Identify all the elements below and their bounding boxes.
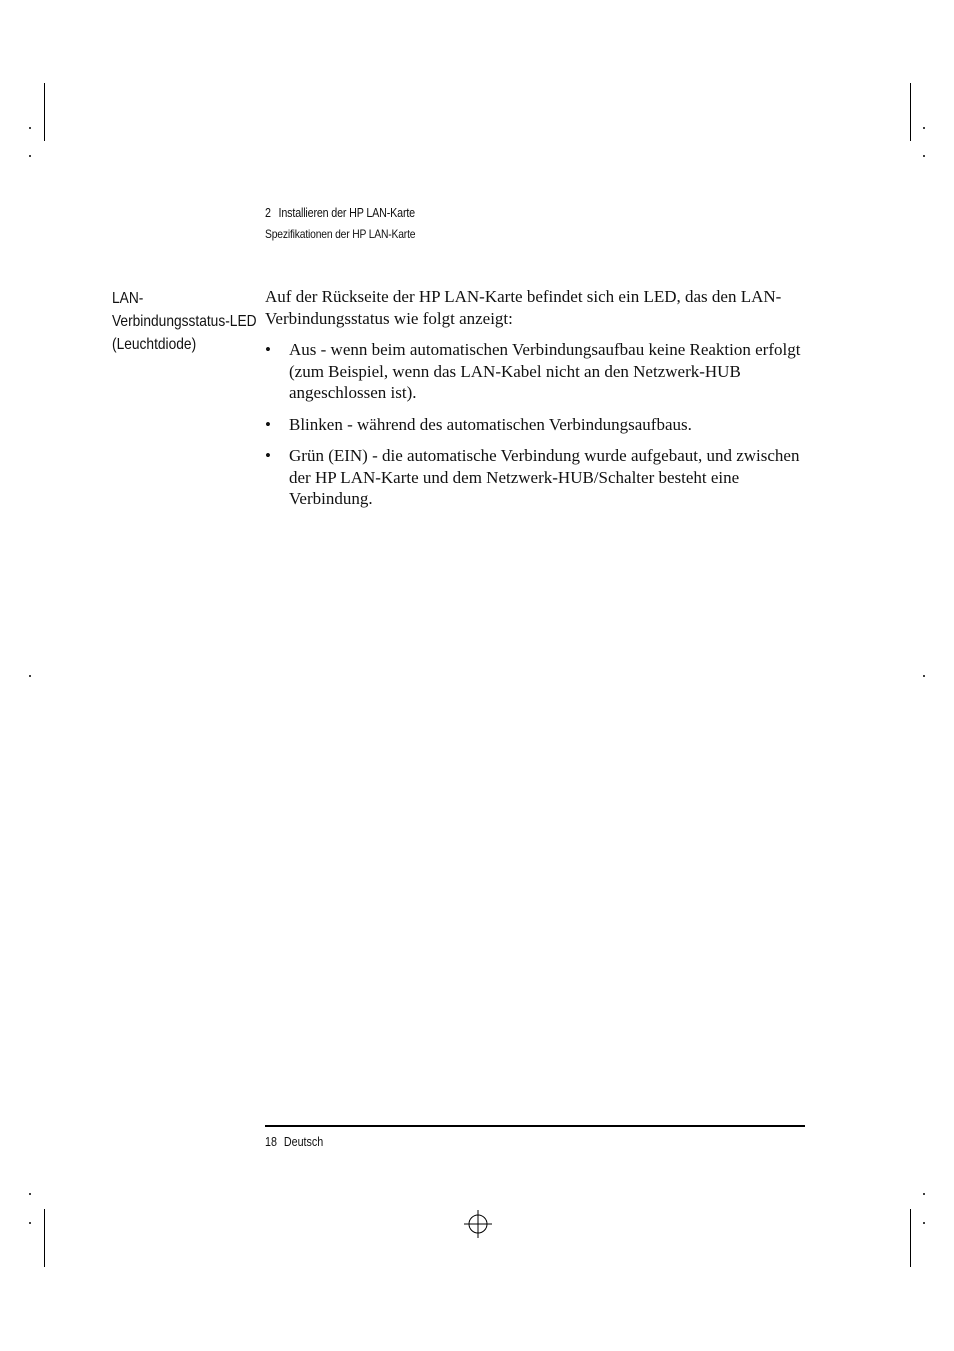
- margin-heading-line: LAN-: [112, 290, 144, 307]
- chapter-heading: [265, 206, 415, 220]
- section-title: Spezifikationen der HP LAN-Karte: [265, 227, 416, 241]
- list-item-text: Aus - wenn beim automatischen Verbindungsaufbau keine Reaktion erfolgt (zum Beispiel, wenn das LAN-Kabel nicht an den Netzwerk-HUB angeschlossen ist).: [289, 340, 801, 402]
- crop-dot: [923, 1193, 925, 1195]
- page-footer: [265, 1135, 323, 1149]
- page-number: 18: [265, 1135, 277, 1149]
- body-text: [265, 286, 810, 520]
- crop-dot: [29, 1222, 31, 1224]
- crop-mark-bottom-left: [44, 1209, 45, 1267]
- chapter-number: 2: [265, 206, 271, 220]
- crop-dot: [923, 675, 925, 677]
- crop-dot: [923, 1222, 925, 1224]
- footer-language: Deutsch: [283, 1135, 324, 1149]
- crop-dot: [29, 675, 31, 677]
- intro-paragraph: Auf der Rückseite der HP LAN-Karte befindet sich ein LED, das den LAN-Verbindungsstatus wie folgt anzeigt:: [265, 287, 782, 328]
- margin-heading: [112, 287, 257, 356]
- list-item: [265, 414, 810, 436]
- margin-heading-line: (Leuchtdiode): [112, 336, 197, 353]
- list-item: [265, 445, 810, 510]
- bullet-icon: •: [265, 446, 271, 465]
- list-item-text: Blinken - während des automatischen Verbindungsaufbaus.: [289, 414, 692, 434]
- list-item: [265, 339, 810, 404]
- margin-heading-line: Verbindungsstatus-LED: [112, 313, 257, 330]
- crop-dot: [29, 155, 31, 157]
- crop-mark-top-left: [44, 83, 45, 141]
- crop-dot: [29, 127, 31, 129]
- crop-dot: [29, 1193, 31, 1195]
- led-status-list: [265, 339, 810, 510]
- list-item-text: Grün (EIN) - die automatische Verbindung wurde aufgebaut, und zwischen der HP LAN-Karte und dem Netzwerk-HUB/Schalter besteht eine Verbindung.: [289, 446, 800, 508]
- chapter-title: Installieren der HP LAN-Karte: [278, 206, 415, 220]
- bullet-icon: •: [265, 340, 271, 359]
- registration-mark-icon: [464, 1210, 492, 1238]
- crop-dot: [923, 155, 925, 157]
- bullet-icon: •: [265, 414, 271, 434]
- crop-mark-bottom-right: [910, 1209, 911, 1267]
- crop-mark-top-right: [910, 83, 911, 141]
- running-header: [265, 206, 440, 241]
- crop-dot: [923, 127, 925, 129]
- footer-rule: [265, 1125, 805, 1127]
